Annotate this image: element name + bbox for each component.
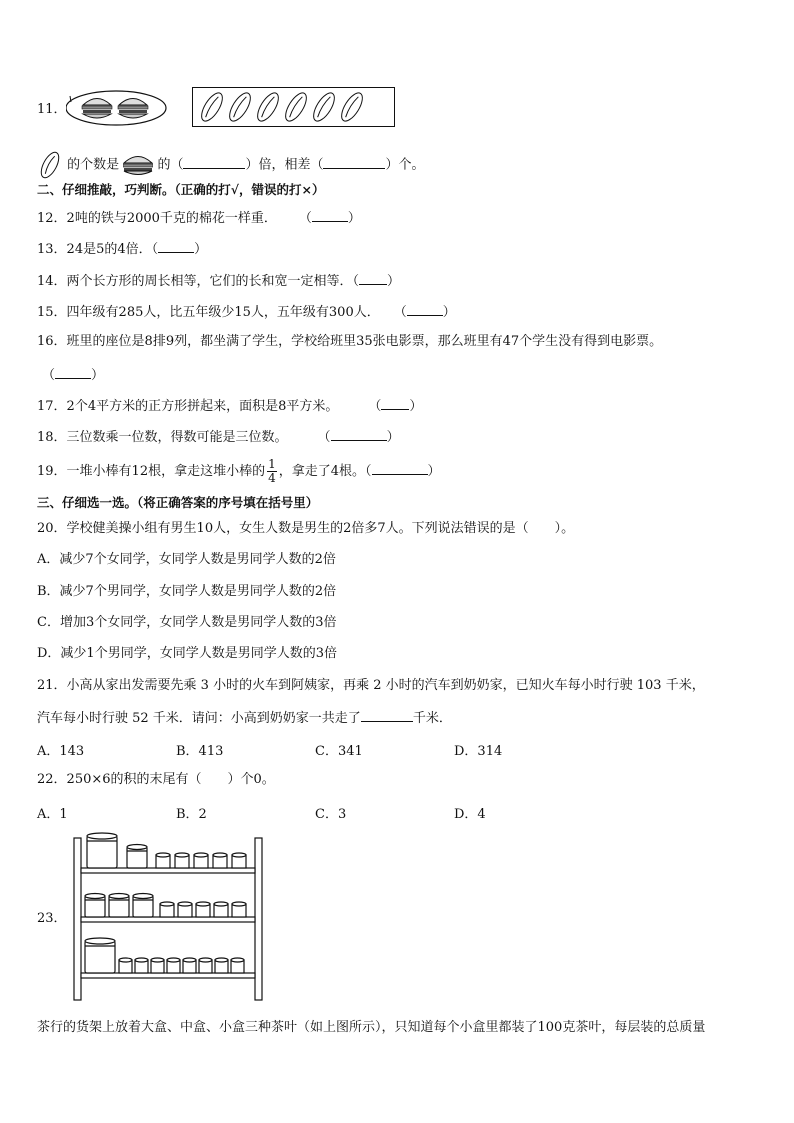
q12-text: 12．2吨的铁与2000千克的棉花一样重． <box>37 211 277 226</box>
q11-blank-times[interactable] <box>183 156 245 169</box>
q18-answer-blank[interactable] <box>331 428 387 441</box>
q21-stem-line2 <box>37 709 452 727</box>
q22-stem: 22．250×6的积的末尾有（ ）个0。 <box>37 772 275 787</box>
q20-option-c[interactable]: C．增加3个女同学，女同学人数是男同学人数的3倍 <box>37 615 337 630</box>
q18-close: ） <box>386 430 400 445</box>
q20-option-b[interactable]: B．减少7个男同学，女同学人数是男同学人数的2倍 <box>37 584 337 599</box>
q14-answer-blank[interactable] <box>359 272 387 285</box>
q22-option-d[interactable]: D．4 <box>454 807 486 822</box>
q22-option-a[interactable]: A．1 <box>37 807 68 822</box>
q21-text-a: 汽车每小时行驶 52 千米．请问：小高到奶奶家一共走了 <box>37 711 361 726</box>
q16-open: （ <box>42 368 56 383</box>
q19-text-pre: 19．一堆小棒有12根，拿走这堆小棒的 <box>37 464 266 479</box>
section-2-title: 二、仔细推敲，巧判断。（正确的打√，错误的打×） <box>37 182 325 197</box>
q17 <box>37 397 422 415</box>
hamburger-icon <box>123 154 153 176</box>
q11-text-mid2: ）倍，相差（ <box>245 157 324 173</box>
q17-open: （ <box>368 399 382 414</box>
q11-question-line <box>37 150 424 180</box>
q11-text-end: ）个。 <box>385 157 425 173</box>
burger-oval-picture <box>66 88 174 128</box>
q21-answer-blank[interactable] <box>361 709 413 722</box>
q14-close: ） <box>387 274 401 289</box>
tea-shelf-picture <box>72 830 264 1002</box>
q19-fraction <box>267 458 277 485</box>
fraction-denominator: 4 <box>268 471 276 485</box>
q21-option-a[interactable]: A．143 <box>37 744 85 759</box>
q20-stem: 20．学校健美操小组有男生10人，女生人数是男生的2倍多7人。下列说法错误的是（ ）。 <box>37 521 575 536</box>
large-box <box>87 833 117 868</box>
q16: 16．班里的座位是8排9列，都坐满了学生，学校给班里35张电影票，那么班里有47个学生没有得到电影票。 <box>37 334 663 349</box>
q16-answer <box>42 366 104 384</box>
q19-close: ） <box>427 464 441 479</box>
q21-option-d[interactable]: D．314 <box>454 744 503 759</box>
section-3-title: 三、仔细选一选。（将正确答案的序号填在括号里） <box>37 495 319 510</box>
fraction-numerator: 1 <box>268 457 276 471</box>
medium-box <box>127 845 147 869</box>
q11-number: 11． <box>37 102 67 117</box>
q13-answer-blank[interactable] <box>158 240 194 253</box>
q20-option-d[interactable]: D．减少1个男同学，女同学人数是男同学人数的3倍 <box>37 646 337 661</box>
q22-option-b[interactable]: B．2 <box>176 807 207 822</box>
q22-option-c[interactable]: C．3 <box>315 807 347 822</box>
q15 <box>37 303 456 321</box>
q12-answer-blank[interactable] <box>312 209 348 222</box>
q12 <box>37 209 361 227</box>
q18-text: 18．三位数乘一位数，得数可能是三位数。 <box>37 430 288 445</box>
hamburger-icon <box>118 99 148 119</box>
q19 <box>37 458 441 485</box>
q14 <box>37 272 400 290</box>
q11-text-mid: 的（ <box>157 157 184 173</box>
q23-stem: 茶行的货架上放着大盒、中盒、小盒三种茶叶（如上图所示），只知道每个小盒里都装了100克茶叶，每层装的总质量 <box>37 1020 706 1035</box>
q20-option-a[interactable]: A．减少7个女同学，女同学人数是男同学人数的2倍 <box>37 552 336 567</box>
q16-close: ） <box>91 368 105 383</box>
q13 <box>37 240 207 258</box>
q15-close: ） <box>442 305 456 320</box>
q21-option-c[interactable]: C．341 <box>315 744 363 759</box>
q21-option-b[interactable]: B．413 <box>176 744 224 759</box>
q13-text: 13．24是5的4倍．（ <box>37 242 159 257</box>
q11-blank-diff[interactable] <box>323 156 385 169</box>
hotdog-box-picture <box>192 87 395 127</box>
q15-open: （ <box>393 305 407 320</box>
q19-answer-blank[interactable] <box>372 462 428 475</box>
q16-answer-blank[interactable] <box>55 366 91 379</box>
q17-text: 17．2个4平方米的正方形拼起来，面积是8平方米。 <box>37 399 339 414</box>
q12-close: ） <box>347 211 361 226</box>
q21-text-b: 千米． <box>412 711 452 726</box>
hamburger-icon <box>82 99 112 119</box>
q23-number: 23． <box>37 911 67 926</box>
hotdog-icon <box>37 150 63 180</box>
q18-open: （ <box>317 430 331 445</box>
q15-text: 15．四年级有285人，比五年级少15人，五年级有300人． <box>37 305 380 320</box>
q15-answer-blank[interactable] <box>407 303 443 316</box>
q17-close: ） <box>409 399 423 414</box>
q19-text-post: ，拿走了4根。（ <box>278 464 372 479</box>
q11-text-pre: 的个数是 <box>67 157 120 173</box>
q13-close: ） <box>194 242 208 257</box>
q21-stem-line1: 21．小高从家出发需要先乘 3 小时的火车到阿姨家，再乘 2 小时的汽车到奶奶家，已知火车每小时行驶 103 千米， <box>37 678 705 693</box>
q14-text: 14．两个长方形的周长相等，它们的长和宽一定相等．（ <box>37 274 360 289</box>
q17-answer-blank[interactable] <box>381 397 409 410</box>
q18 <box>37 428 400 446</box>
q12-open: （ <box>298 211 312 226</box>
